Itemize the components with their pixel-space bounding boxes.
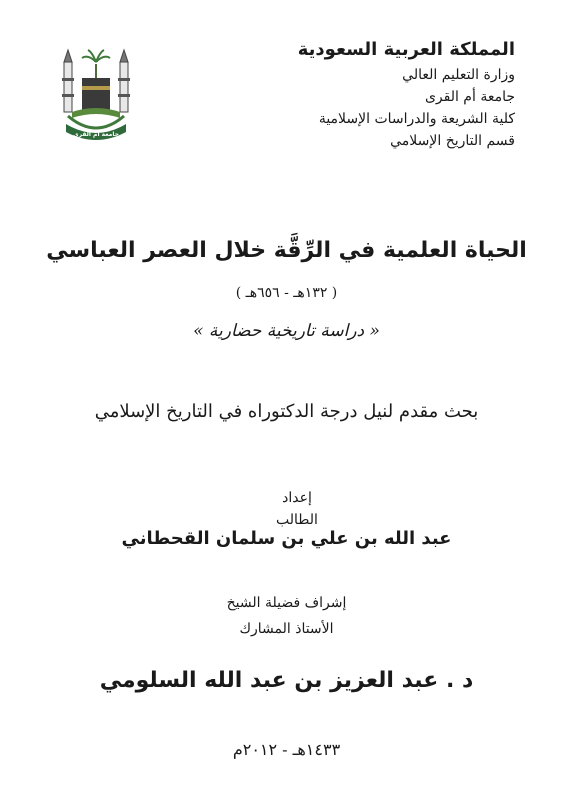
college-name: كلية الشريعة والدراسات الإسلامية <box>318 111 515 127</box>
svg-text:جامعة أم القرى: جامعة أم القرى <box>73 131 119 138</box>
thesis-dates: ( ١٣٢هـ - ٦٥٦هـ ) <box>235 285 338 301</box>
submission-year: ١٤٣٣هـ - ٢٠١٢م <box>232 740 341 759</box>
institution-header <box>215 38 515 152</box>
supervisor-label: إشراف فضيلة الشيخ <box>226 595 347 611</box>
supervisor-name: د . عبد العزيز بن عبد الله السلومي <box>99 668 474 693</box>
thesis-subtitle: « دراسة تاريخية حضارية » <box>193 321 380 341</box>
umm-al-qura-seal-icon <box>58 44 134 144</box>
student-name: عبد الله بن علي بن سلمان القحطاني <box>121 528 452 549</box>
university-logo <box>58 44 134 144</box>
kingdom-name: المملكة العربية السعودية <box>297 39 515 60</box>
prepared-by-label: إعداد الطالب <box>276 490 318 528</box>
university-name: جامعة أم القرى <box>424 89 515 105</box>
department-name: قسم التاريخ الإسلامي <box>390 133 515 149</box>
supervisor-rank: الأستاذ المشارك <box>239 621 334 637</box>
degree-statement: بحث مقدم لنيل درجة الدكتوراه في التاريخ الإسلامي <box>94 401 479 422</box>
thesis-title: الحياة العلمية في الرِّقَّة خلال العصر العباسي <box>46 238 527 263</box>
ministry-name: وزارة التعليم العالي <box>402 67 515 83</box>
